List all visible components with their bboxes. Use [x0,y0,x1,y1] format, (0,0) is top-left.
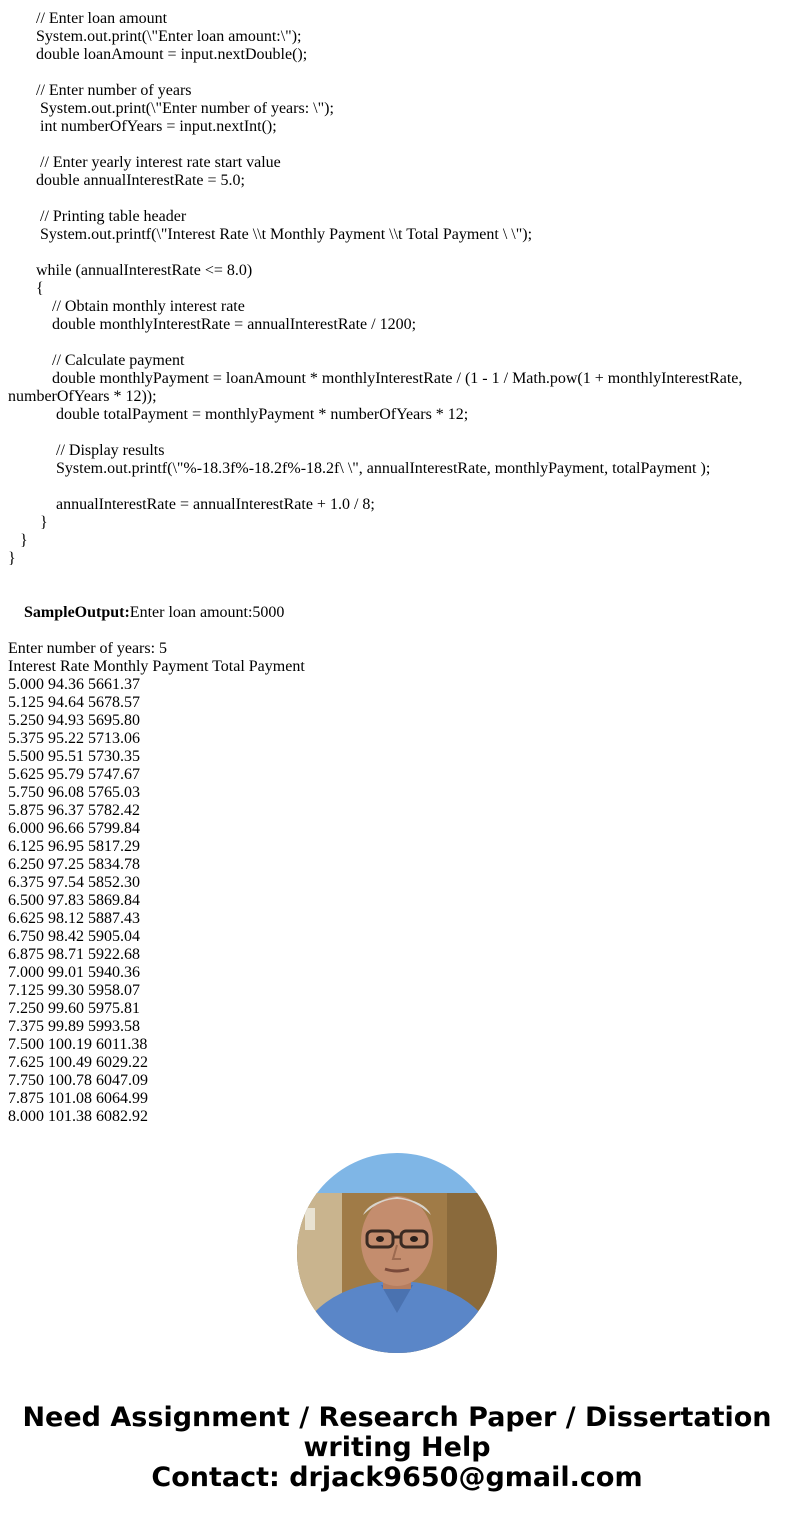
code-line: // Calculate payment [8,352,185,369]
code-line: // Enter number of years [8,82,192,99]
output-line: 5.000 94.36 5661.37 [8,676,140,693]
output-line: 6.750 98.42 5905.04 [8,928,140,945]
output-line: Enter number of years: 5 [8,640,168,657]
code-line [8,478,786,496]
output-line: Interest Rate Monthly Payment Total Payment [8,658,305,675]
code-line: double monthlyPayment = loanAmount * monthlyInterestRate / (1 - 1 / Math.pow(1 + monthlyInterestRate, numberOfYears * 12)); [8,370,747,405]
code-line [8,244,786,262]
output-line: 7.250 99.60 5975.81 [8,1000,140,1017]
author-photo [297,1153,497,1353]
output-line: 7.875 101.08 6064.99 [8,1090,148,1107]
code-line: // Enter yearly interest rate start value [8,154,281,171]
output-line: 7.375 99.89 5993.58 [8,1018,140,1035]
code-block [8,10,786,586]
output-line: 6.625 98.12 5887.43 [8,910,140,927]
banner-line-1: Need Assignment / Research Paper / Dissertation [22,1402,772,1433]
code-line: double loanAmount = input.nextDouble(); [8,46,308,63]
code-line: // Display results [8,442,165,459]
code-line [8,334,786,352]
output-line: 5.500 95.51 5730.35 [8,748,140,765]
code-line: { [8,280,44,297]
output-line: 6.375 97.54 5852.30 [8,874,140,891]
code-line [8,190,786,208]
banner-line-2: writing Help [303,1432,491,1463]
code-line: double annualInterestRate = 5.0; [8,172,245,189]
output-line: 6.125 96.95 5817.29 [8,838,140,855]
output-line: 5.250 94.93 5695.80 [8,712,140,729]
output-line: 7.500 100.19 6011.38 [8,1036,148,1053]
output-line: 7.625 100.49 6029.22 [8,1054,148,1071]
code-line: System.out.print(\"Enter loan amount:\"); [8,28,302,45]
output-line: 6.500 97.83 5869.84 [8,892,140,909]
output-line: 7.125 99.30 5958.07 [8,982,140,999]
output-line: 8.000 101.38 6082.92 [8,1108,148,1125]
code-line: System.out.print(\"Enter number of years: \"); [8,100,334,117]
code-line [8,568,786,586]
output-line: 5.875 96.37 5782.42 [8,802,140,819]
output-line: 6.875 98.71 5922.68 [8,946,140,963]
code-line: while (annualInterestRate <= 8.0) [8,262,253,279]
output-line: 6.000 96.66 5799.84 [8,820,140,837]
sample-output-label: SampleOutput: [24,604,130,621]
document-body [8,10,786,1126]
code-line: } [8,514,48,531]
code-line: double totalPayment = monthlyPayment * numberOfYears * 12; [8,406,469,423]
code-line [8,64,786,82]
code-line: // Printing table header [8,208,187,225]
banner-contact: Contact: drjack9650@gmail.com [151,1462,643,1493]
code-line: System.out.printf(\"%-18.3f%-18.2f%-18.2f\ \", annualInterestRate, monthlyPayment, totalPayment ); [8,460,711,477]
code-line: } [8,532,28,549]
code-line: int numberOfYears = input.nextInt(); [8,118,277,135]
output-line: 5.125 94.64 5678.57 [8,694,140,711]
output-block [8,640,786,1126]
code-line: System.out.printf(\"Interest Rate \\t Monthly Payment \\t Total Payment \ \"); [8,226,533,243]
output-line: Enter loan amount:5000 [129,604,285,621]
code-line: double monthlyInterestRate = annualInterestRate / 1200; [8,316,417,333]
output-line: 5.375 95.22 5713.06 [8,730,140,747]
code-line [8,424,786,442]
portrait-image [297,1153,497,1353]
output-line: 5.625 95.79 5747.67 [8,766,140,783]
code-line: } [8,550,16,567]
output-line: 7.000 99.01 5940.36 [8,964,140,981]
help-banner [0,1403,794,1493]
code-line [8,136,786,154]
code-line: annualInterestRate = annualInterestRate + 1.0 / 8; [8,496,375,513]
output-line: 6.250 97.25 5834.78 [8,856,140,873]
code-line: // Enter loan amount [8,10,168,27]
output-line: 7.750 100.78 6047.09 [8,1072,148,1089]
code-line: // Obtain monthly interest rate [8,298,245,315]
output-first-line [8,586,786,640]
output-line: 5.750 96.08 5765.03 [8,784,140,801]
